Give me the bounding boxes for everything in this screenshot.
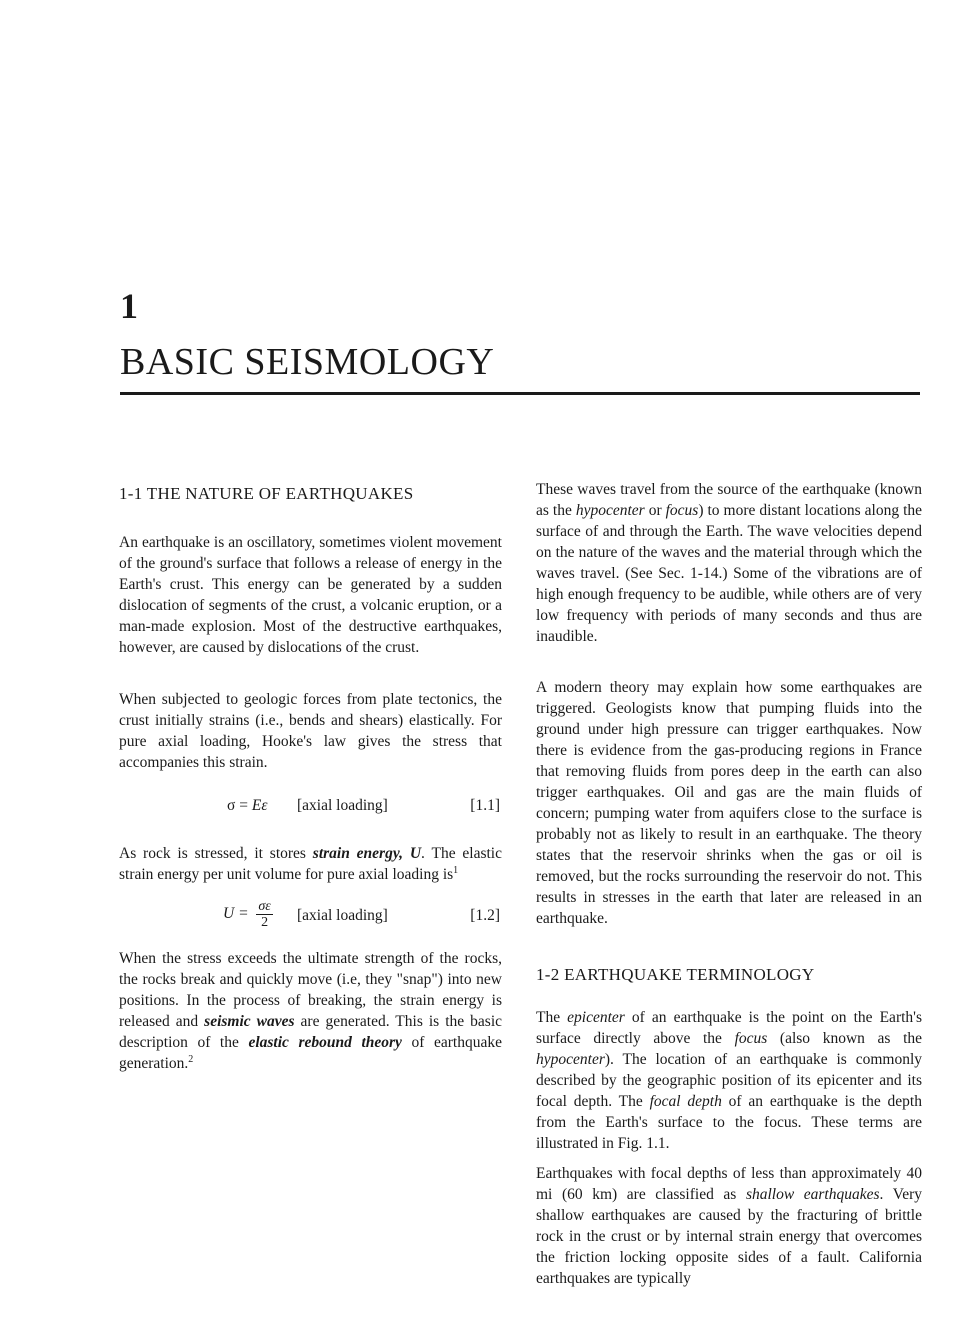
term-hypocenter-2: hypocenter xyxy=(536,1051,605,1068)
term-hypocenter: hypocenter xyxy=(575,502,645,519)
chapter-number: 1 xyxy=(120,286,138,326)
footnote-marker-2: 2 xyxy=(188,1053,194,1065)
equation-1-1-note: [axial loading] xyxy=(297,797,388,814)
paragraph-strain-energy: As rock is stressed, it stores strain energy, U. The elastic strain energy per unit volume for pure axial loading $is^1$ xyxy=(119,845,502,883)
paragraph-elastic-rebound: When the stress exceeds the ultimate strength of the rocks, the rocks break and quickly move (i.e, they "snap") into new positions. In the process of breaking, the strain energy is released and seismic waves are generated. This is the basic description of the elastic rebound theory of earthquake generation.$^2$ xyxy=(119,950,502,1072)
equation-1-1-formula: σ = Eε xyxy=(227,797,268,814)
paragraph-epicenter: The epicenter of an earthquake is the point on the Earth's surface directly above the focus (also known as the hypocenter). The location of an earthquake is commonly described by the geographic position of its epicenter and its focal depth. The focal depth of an earthquake is the depth from the Earth's surface to the focus. These terms are illustrated in Fig. 1.1. xyxy=(536,1009,923,1152)
paragraph-triggered-earthquakes: A modern theory may explain how some earthquakes are triggered. Geologists know that pumping fluids into the ground under high pressure can trigger earthquakes. Now there is evidence from the gas-producing regions in France that removing fluids from pores deep in the earth can also trigger earthquakes. Oil and gas are the main fluids of concern; pumping water from aquifers close to the surface is probably not as likely to result in an earthquake. The theory states that the reservoir shrinks when the gas or oil is removed, but the rocks surrounding the reservoir do not. This results in stresses in the earth that later are released in an earthquake. xyxy=(536,679,922,927)
equation-1-2-number: [1.2] xyxy=(470,907,500,924)
title-rule xyxy=(120,392,920,395)
equation-1-1-number: [1.1] xyxy=(470,797,500,814)
paragraph-earthquake-definition: An earthquake is an oscillatory, sometimes violent movement of the ground's surface that follows a release of energy in the Earth's crust. This energy can be generated by a sudden dislocation of segments of the crust, a volcanic eruption, or a man-made explosion. Most of the destructive earthquakes, however, are caused by dislocations of the crust. xyxy=(119,534,502,656)
paragraph-wave-travel: These waves travel from the source of the earthquake (known as the hypocenter or focus) to more distant locations along the surface of and through the Earth. The wave velocities depend on the nature of the waves and the material through which the waves travel. (See Sec. 1-14.) Some of the vibrations are of high enough frequency to be audible, while others are of very low frequency with periods of many seconds and thus are inaudible. xyxy=(536,481,923,645)
term-elastic-rebound-theory: elastic rebound theory xyxy=(248,1034,402,1051)
term-epicenter: epicenter xyxy=(567,1009,625,1026)
term-shallow-earthquakes: shallow earthquakes xyxy=(745,1186,880,1203)
footnote-marker-1: 1 xyxy=(453,864,459,876)
section-heading-1-2: 1-2 EARTHQUAKE TERMINOLOGY xyxy=(536,965,815,984)
term-focus: focus xyxy=(665,502,699,519)
equation-1-2-note: [axial loading] xyxy=(297,907,388,924)
chapter-title: BASIC SEISMOLOGY xyxy=(120,341,495,383)
equation-1-2-formula: U = $\frac{\sigma\varepsilon}{2}$ xyxy=(223,899,271,930)
term-strain-energy: strain energy, U xyxy=(312,845,422,862)
equation-1-2-fraction: $\frac{\sigma\varepsilon}{2}$ xyxy=(258,899,271,930)
term-seismic-waves: seismic waves xyxy=(204,1013,295,1030)
term-focus-2: focus xyxy=(734,1030,768,1047)
equation-1-1 xyxy=(119,797,502,823)
equation-1-2 xyxy=(119,898,502,934)
paragraph-shallow-earthquakes: Earthquakes with focal depths of less than approximately 40 mi (60 km) are classified as shallow earthquakes. Very shallow earthquakes are caused by the fracturing of brittle rock in the crust or by internal strain energy that overcomes the friction locking opposite sides of a fault. California earthquakes are typically xyxy=(536,1165,922,1287)
term-focal-depth: focal depth xyxy=(649,1093,722,1110)
section-heading-1-1: 1-1 THE NATURE OF EARTHQUAKES xyxy=(119,484,414,503)
paragraph-crust-strain: When subjected to geologic forces from plate tectonics, the crust initially strains (i.e., bends and shears) elastically. For pure axial loading, Hooke's law gives the stress that accompanies this strain. xyxy=(119,691,502,771)
